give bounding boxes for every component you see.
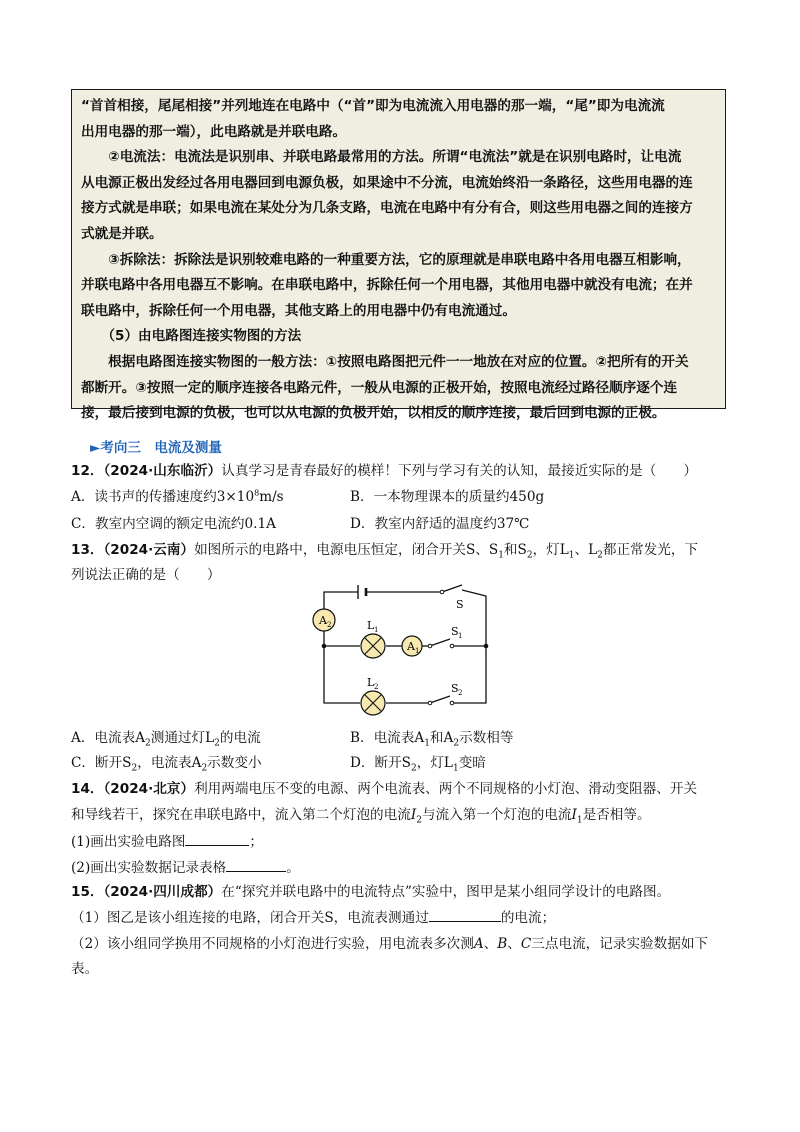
current-symbol: I — [571, 807, 577, 823]
switch-contact — [428, 644, 432, 648]
option-text: 示数相等 — [459, 730, 514, 746]
point-label: C — [520, 936, 532, 952]
point-label: A — [473, 936, 484, 952]
option-text: 的电流 — [219, 730, 261, 746]
subscript: 2 — [453, 738, 460, 749]
question-13-stem — [71, 538, 698, 561]
question-text: （1）图乙是该小组连接的电路，闭合开关S，电流表测通过 — [71, 910, 429, 926]
question-text: 和S — [503, 542, 527, 558]
ammeter-a1-sub: 1 — [415, 647, 420, 655]
switch-contact — [428, 701, 432, 705]
switch-contact — [450, 701, 454, 705]
question-text: 利用两端电压不变的电源、两个电流表、两个不同规格的小灯泡、滑动变阻器、开关 — [194, 781, 698, 797]
answer-blank[interactable] — [185, 833, 249, 846]
question-number: 15． — [71, 884, 104, 900]
wire-top-left — [324, 592, 358, 609]
switch-s1-blade — [430, 639, 450, 646]
option-a — [71, 726, 261, 749]
question-text: 的电流； — [500, 910, 556, 926]
option-text: A．读书声的传播速度约3×10 — [71, 489, 255, 505]
exponent: 8 — [254, 488, 260, 498]
option-text: B．电流表A — [350, 730, 425, 746]
switch-contact — [450, 644, 454, 648]
lamp-l2-sub: 2 — [374, 683, 379, 691]
question-text: 、L — [574, 542, 598, 558]
subscript: 2 — [201, 763, 208, 774]
note-line: 式就是并联。 — [81, 225, 163, 242]
lamp-l1-label: L — [367, 619, 375, 632]
question-text: ； — [249, 834, 264, 850]
option-text: C．断开S — [71, 755, 132, 771]
note-line: 根据电路图连接实物图的一般方法：①按照电路图把元件一一地放在对应的位置。②把所有的开关 — [81, 353, 689, 370]
subscript: 1 — [452, 763, 459, 774]
subscript: 2 — [597, 550, 603, 561]
subscript: 1 — [424, 738, 430, 749]
option-text: 和A — [429, 730, 454, 746]
junction-dot — [322, 644, 327, 649]
section-title: ►考向三 电流及测量 — [90, 440, 222, 456]
option-text: 示数变小 — [207, 755, 262, 771]
question-14-stem-cont — [71, 803, 651, 826]
ammeter-a1-label: A — [407, 640, 415, 653]
subscript: 2 — [145, 738, 151, 749]
option-a — [71, 485, 284, 505]
question-text: ，灯L — [532, 542, 569, 558]
question-14-stem — [71, 777, 697, 797]
question-source: （2024·四川成都） — [103, 884, 222, 900]
option-b: B．一本物理课本的质量约450g — [350, 489, 545, 505]
question-source: （2024·云南） — [103, 542, 195, 558]
note-line: “首首相接，尾尾相接”并列地连在电路中（“首”即为电流流入用电器的那一端，“尾”即为电流流 — [81, 98, 665, 114]
switch-s1-sub: 1 — [458, 632, 463, 640]
question-text: 是否相等。 — [582, 807, 651, 823]
lamp-l2-label: L — [367, 676, 375, 689]
note-line: 接，最后接到电源的负极，也可以从电源的负极开始，以相反的顺序连接，最后回到电源的正极。 — [81, 405, 666, 422]
switch-s2-sub: 2 — [458, 689, 463, 697]
question-15-part-1 — [71, 906, 555, 926]
subscript: 1 — [498, 550, 504, 561]
note-line: 出用电器的那一端），此电路就是并联电路。 — [81, 123, 347, 140]
knowledge-note-box — [71, 89, 726, 422]
question-12-stem — [71, 459, 697, 479]
note-line: 并联电路中各用电器互不影响。在串联电路中，拆除任何一个用电器，其他用电器中就没有电流；在并 — [81, 277, 693, 294]
question-text: 、 — [507, 936, 521, 952]
question-13-stem-cont: 列说法正确的是（ ） — [71, 567, 221, 583]
question-text: 、 — [483, 936, 498, 952]
note-line: ②电流法：电流法是识别串、并联电路最常用的方法。所谓“电流法”就是在识别电路时，让电流 — [81, 149, 682, 166]
note-line: 联电路中，拆除任何一个用电器，其他支路上的用电器中仍有电流通过。 — [81, 302, 516, 319]
subscript: 2 — [214, 738, 220, 749]
question-text: (1)画出实验电路图 — [71, 834, 186, 850]
switch-s1-label: S — [451, 625, 459, 638]
wire-top-right — [462, 590, 486, 646]
switch-s-label: S — [456, 598, 464, 611]
subscript: 2 — [411, 763, 417, 774]
option-text: ，电流表A — [137, 755, 202, 771]
answer-blank[interactable] — [429, 909, 501, 922]
wire-left — [324, 631, 360, 703]
option-text: D．断开S — [350, 755, 411, 771]
note-line: 接方式就是串联；如果电流在某处分为几条支路，电流在电路中有分有合，则这些用电器之间的连接方 — [81, 200, 693, 217]
question-text: 如图所示的电路中，电源电压恒定，闭合开关S、S — [194, 542, 499, 558]
option-text: A．电流表A — [71, 730, 146, 746]
ammeter-a2-label: A — [319, 614, 327, 627]
lamp-l1-sub: 1 — [374, 626, 379, 634]
question-text: 认真学习是青春最好的模样！下列与学习有关的认知，最接近实际的是（ ） — [221, 463, 698, 479]
subscript: 2 — [526, 550, 533, 561]
question-15-part-2 — [71, 932, 708, 952]
circuit-diagram — [300, 584, 500, 734]
note-line: ③拆除法：拆除法是识别较难电路的一种重要方法，它的原理就是串联电路中各用电器互相影响， — [81, 251, 691, 268]
question-source: （2024·北京） — [103, 781, 195, 797]
question-source: （2024·山东临沂） — [103, 463, 222, 479]
subscript: 2 — [131, 763, 138, 774]
subscript: 1 — [568, 550, 575, 561]
question-text: 在“探究并联电路中的电流特点”实验中，图甲是某小组同学设计的电路图。 — [221, 884, 671, 900]
switch-s2-blade — [430, 696, 450, 703]
question-text: （2）该小组同学换用不同规格的小灯泡进行实验，用电流表多次测 — [71, 936, 474, 952]
junction-dot — [484, 644, 489, 649]
option-c — [71, 751, 262, 774]
question-14-part-1 — [71, 830, 263, 850]
question-text: 。 — [286, 860, 300, 876]
question-15-part-2-cont: 表。 — [71, 961, 99, 977]
question-number: 14． — [71, 781, 104, 797]
option-text: ，灯L — [416, 755, 453, 771]
question-text: (2)画出实验数据记录表格 — [71, 860, 227, 876]
option-d: D．教室内舒适的温度约37℃ — [350, 516, 530, 532]
ammeter-a2-sub: 2 — [327, 621, 332, 629]
switch-s2-label: S — [451, 682, 459, 695]
note-line: （5）由电路图连接实物图的方法 — [81, 328, 302, 345]
point-label: B — [497, 936, 508, 952]
option-b — [350, 726, 513, 749]
answer-blank[interactable] — [226, 859, 286, 872]
question-15-stem — [71, 880, 670, 900]
question-text: 和导线若干，探究在串联电路中，流入第二个灯泡的电流 — [71, 807, 411, 823]
subscript: 2 — [416, 815, 422, 826]
question-text: 与流入第一个灯泡的电流 — [421, 807, 572, 823]
option-text: 变暗 — [458, 755, 486, 771]
switch-s-blade — [442, 585, 462, 592]
option-d — [350, 751, 486, 774]
option-c: C．教室内空调的额定电流约0.1A — [71, 516, 276, 532]
question-text: 三点电流，记录实验数据如下 — [531, 936, 709, 952]
subscript: 1 — [576, 815, 583, 826]
question-number: 13． — [71, 542, 104, 558]
switch-contact — [440, 590, 444, 594]
note-line: 从电源正极出发经过各用电器回到电源负极，如果途中不分流，电流始终沿一条路径，这些用电器的连 — [81, 174, 693, 191]
question-number: 12． — [71, 463, 104, 479]
question-14-part-2 — [71, 856, 300, 876]
option-unit: m/s — [259, 489, 284, 505]
option-text: 测通过灯L — [150, 730, 215, 746]
current-symbol: I — [410, 807, 417, 823]
question-text: 都正常发光，下 — [602, 542, 699, 558]
note-line: 都断开。③按照一定的顺序连接各电路元件，一般从电源的正极开始，按照电流经过路径顺序逐个连 — [81, 379, 678, 396]
